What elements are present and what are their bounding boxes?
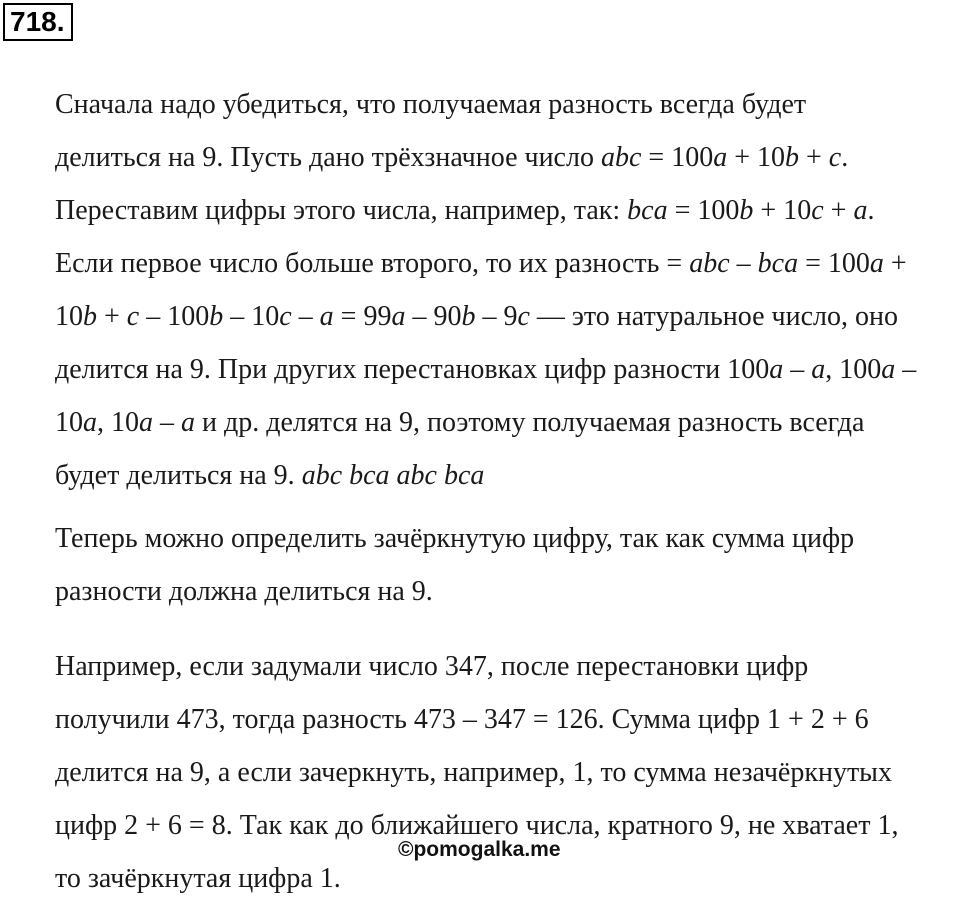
text-line xyxy=(55,565,854,618)
text-run: + xyxy=(799,142,829,173)
math-variable: a xyxy=(181,407,195,438)
math-variable: b xyxy=(461,301,476,332)
text-run: . xyxy=(867,195,875,226)
text-run: + xyxy=(883,248,907,279)
math-variable: abc bca abc bca xyxy=(301,460,485,491)
text-run: 10 xyxy=(55,301,83,332)
text-run: – xyxy=(895,354,917,385)
text-run: = 100 xyxy=(641,142,714,173)
text-run: = 99 xyxy=(333,301,392,332)
text-line xyxy=(55,290,916,343)
text-run: . xyxy=(841,142,849,173)
math-variable: abc xyxy=(600,142,642,173)
math-variable: c xyxy=(517,301,530,332)
text-run: , 100 xyxy=(825,354,882,385)
math-variable: c xyxy=(828,142,842,173)
math-variable: a xyxy=(391,301,406,332)
text-run: цифр 2 + 6 = 8. Так как до ближайшего числа, кратного 9, не хватает 1, xyxy=(55,810,899,841)
text-run: – 100 xyxy=(139,301,210,332)
text-run: делится на 9, а если зачеркнуть, например, 1, то сумма незачёркнутых xyxy=(55,757,892,788)
math-variable: b xyxy=(209,301,224,332)
text-run: – xyxy=(291,301,320,332)
text-run: – xyxy=(783,354,812,385)
math-variable: c xyxy=(279,301,292,332)
text-run: делиться на 9. Пусть дано трёхзначное число xyxy=(55,142,601,173)
text-run: 10 xyxy=(55,407,83,438)
text-run: будет делиться на 9. xyxy=(55,460,302,491)
text-line xyxy=(55,78,916,131)
math-variable: c xyxy=(811,195,824,226)
math-variable: a xyxy=(769,354,784,385)
text-run: – 9 xyxy=(475,301,518,332)
text-line xyxy=(55,746,898,799)
math-variable: b xyxy=(739,195,754,226)
math-variable: a xyxy=(139,407,153,438)
math-variable: a xyxy=(853,195,868,226)
text-run: + xyxy=(97,301,127,332)
text-line xyxy=(55,131,916,184)
math-variable: a xyxy=(811,354,826,385)
text-line xyxy=(55,396,916,449)
text-run: Если первое число больше второго, то их разность = xyxy=(55,248,690,279)
text-run: + 10 xyxy=(753,195,812,226)
text-run: – xyxy=(153,407,181,438)
math-variable: bca xyxy=(757,248,799,279)
text-run: Сначала надо убедиться, что получаемая разность всегда будет xyxy=(55,89,807,120)
text-run: Теперь можно определить зачёркнутую цифру, так как сумма цифр xyxy=(55,523,855,554)
text-run: , 10 xyxy=(97,407,139,438)
math-variable: bca xyxy=(627,195,668,226)
text-run: — это натуральное число, оно xyxy=(529,301,898,332)
watermark: ©pomogalka.me xyxy=(398,838,561,861)
text-run: разности должна делиться на 9. xyxy=(55,576,433,607)
text-run: – 10 xyxy=(223,301,280,332)
problem-number: 718. xyxy=(3,3,73,41)
solution-paragraph-rule xyxy=(55,512,854,618)
text-run: = 100 xyxy=(667,195,740,226)
text-run: Переставим цифры этого числа, например, так: xyxy=(55,195,628,226)
text-run: = 100 xyxy=(798,248,870,279)
math-variable: b xyxy=(83,301,97,332)
text-run: + 10 xyxy=(727,142,785,173)
math-variable: c xyxy=(126,301,140,332)
math-variable: a xyxy=(83,407,97,438)
text-run: получили 473, тогда разность 473 – 347 = 126. Сумма цифр 1 + 2 + 6 xyxy=(55,704,869,735)
text-line xyxy=(55,693,898,746)
text-run: – 90 xyxy=(405,301,462,332)
math-variable: abc xyxy=(689,248,730,279)
math-variable: a xyxy=(319,301,334,332)
math-variable: a xyxy=(881,354,896,385)
solution-paragraph-intro xyxy=(55,78,916,502)
text-run: то зачёркнутая цифра 1. xyxy=(55,863,341,894)
text-line xyxy=(55,343,916,396)
math-variable: a xyxy=(713,142,728,173)
math-variable: b xyxy=(785,142,799,173)
text-line xyxy=(55,237,916,290)
text-run: и др. делятся на 9, поэтому получаемая разность всегда xyxy=(195,407,865,438)
solution-paragraph-example xyxy=(55,640,898,905)
text-line xyxy=(55,449,916,502)
text-line xyxy=(55,640,898,693)
text-run: делится на 9. При других перестановках цифр разности 100 xyxy=(55,354,770,385)
math-variable: a xyxy=(869,248,884,279)
text-run: – xyxy=(729,248,758,279)
text-line xyxy=(55,184,916,237)
text-line xyxy=(55,512,854,565)
text-run: Например, если задумали число 347, после перестановки цифр xyxy=(55,651,809,682)
text-run: + xyxy=(823,195,854,226)
